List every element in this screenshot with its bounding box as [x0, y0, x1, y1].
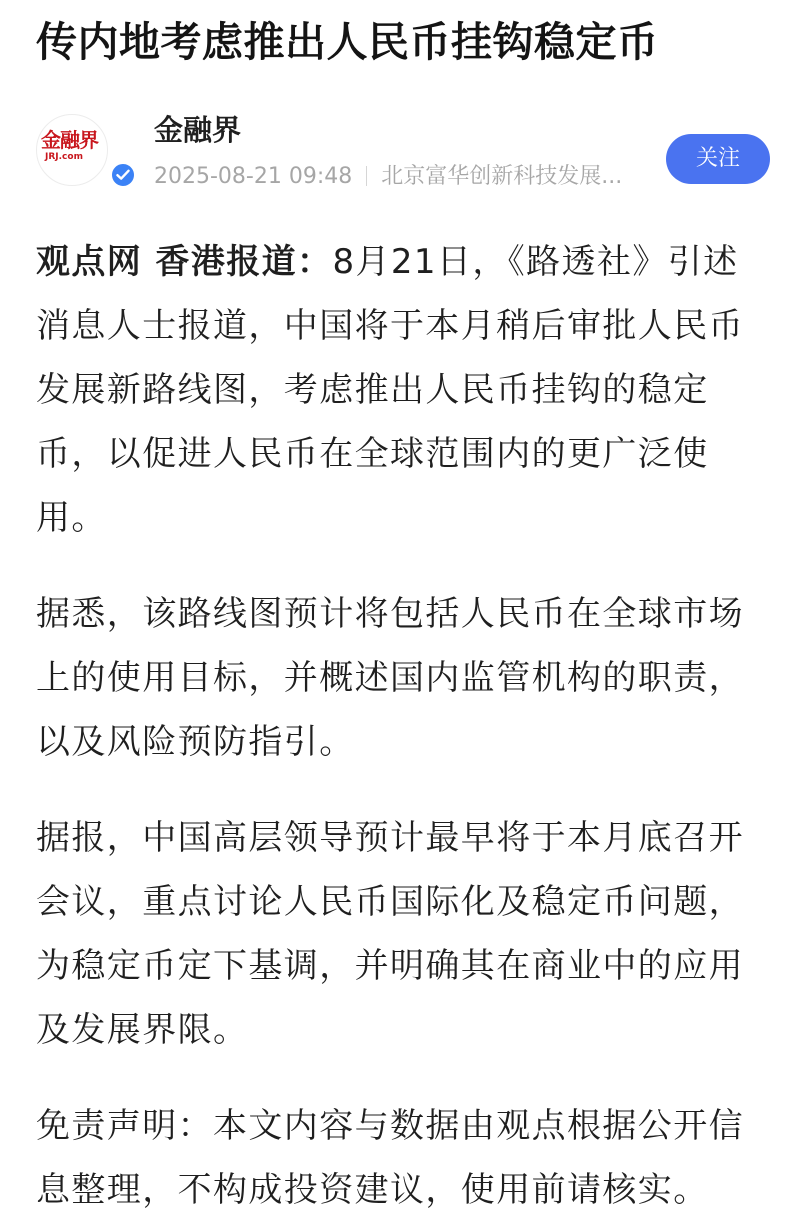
paragraph-1	[36, 230, 768, 550]
article-title: 传内地考虑推出人民币挂钩稳定币	[36, 18, 659, 66]
author-company: 北京富华创新科技发展...	[381, 164, 623, 189]
avatar[interactable]	[36, 114, 108, 186]
checkmark-icon	[116, 169, 130, 181]
paragraph-lead: 观点网 香港报道：	[36, 242, 333, 282]
verified-check-icon	[110, 162, 136, 188]
author-meta	[154, 162, 684, 192]
publish-datetime: 2025-08-21 09:48	[154, 164, 353, 189]
paragraph-1-text: 8月21日，《路透社》引述消息人士报道，中国将于本月稍后审批人民币发展新路线图，考虑推出人民币挂钩的稳定币，以促进人民币在全球范围内的更广泛使用。	[36, 242, 744, 538]
follow-button[interactable]: 关注	[666, 134, 770, 184]
avatar-logo: 金融界	[41, 128, 98, 152]
author-row	[36, 110, 768, 206]
paragraph-3: 据报，中国高层领导预计最早将于本月底召开会议，重点讨论人民币国际化及稳定币问题，为稳定币定下基调，并明确其在商业中的应用及发展界限。	[36, 818, 744, 1050]
meta-divider	[366, 166, 367, 186]
paragraph-2: 据悉，该路线图预计将包括人民币在全球市场上的使用目标，并概述国内监管机构的职责，以及风险预防指引。	[36, 594, 744, 762]
author-name[interactable]: 金融界	[154, 113, 242, 147]
avatar-logo-sub: JRJ.com	[45, 152, 83, 162]
article-body	[36, 230, 768, 1222]
disclaimer-paragraph: 免责声明：本文内容与数据由观点根据公开信息整理，不构成投资建议，使用前请核实。	[36, 1106, 744, 1210]
